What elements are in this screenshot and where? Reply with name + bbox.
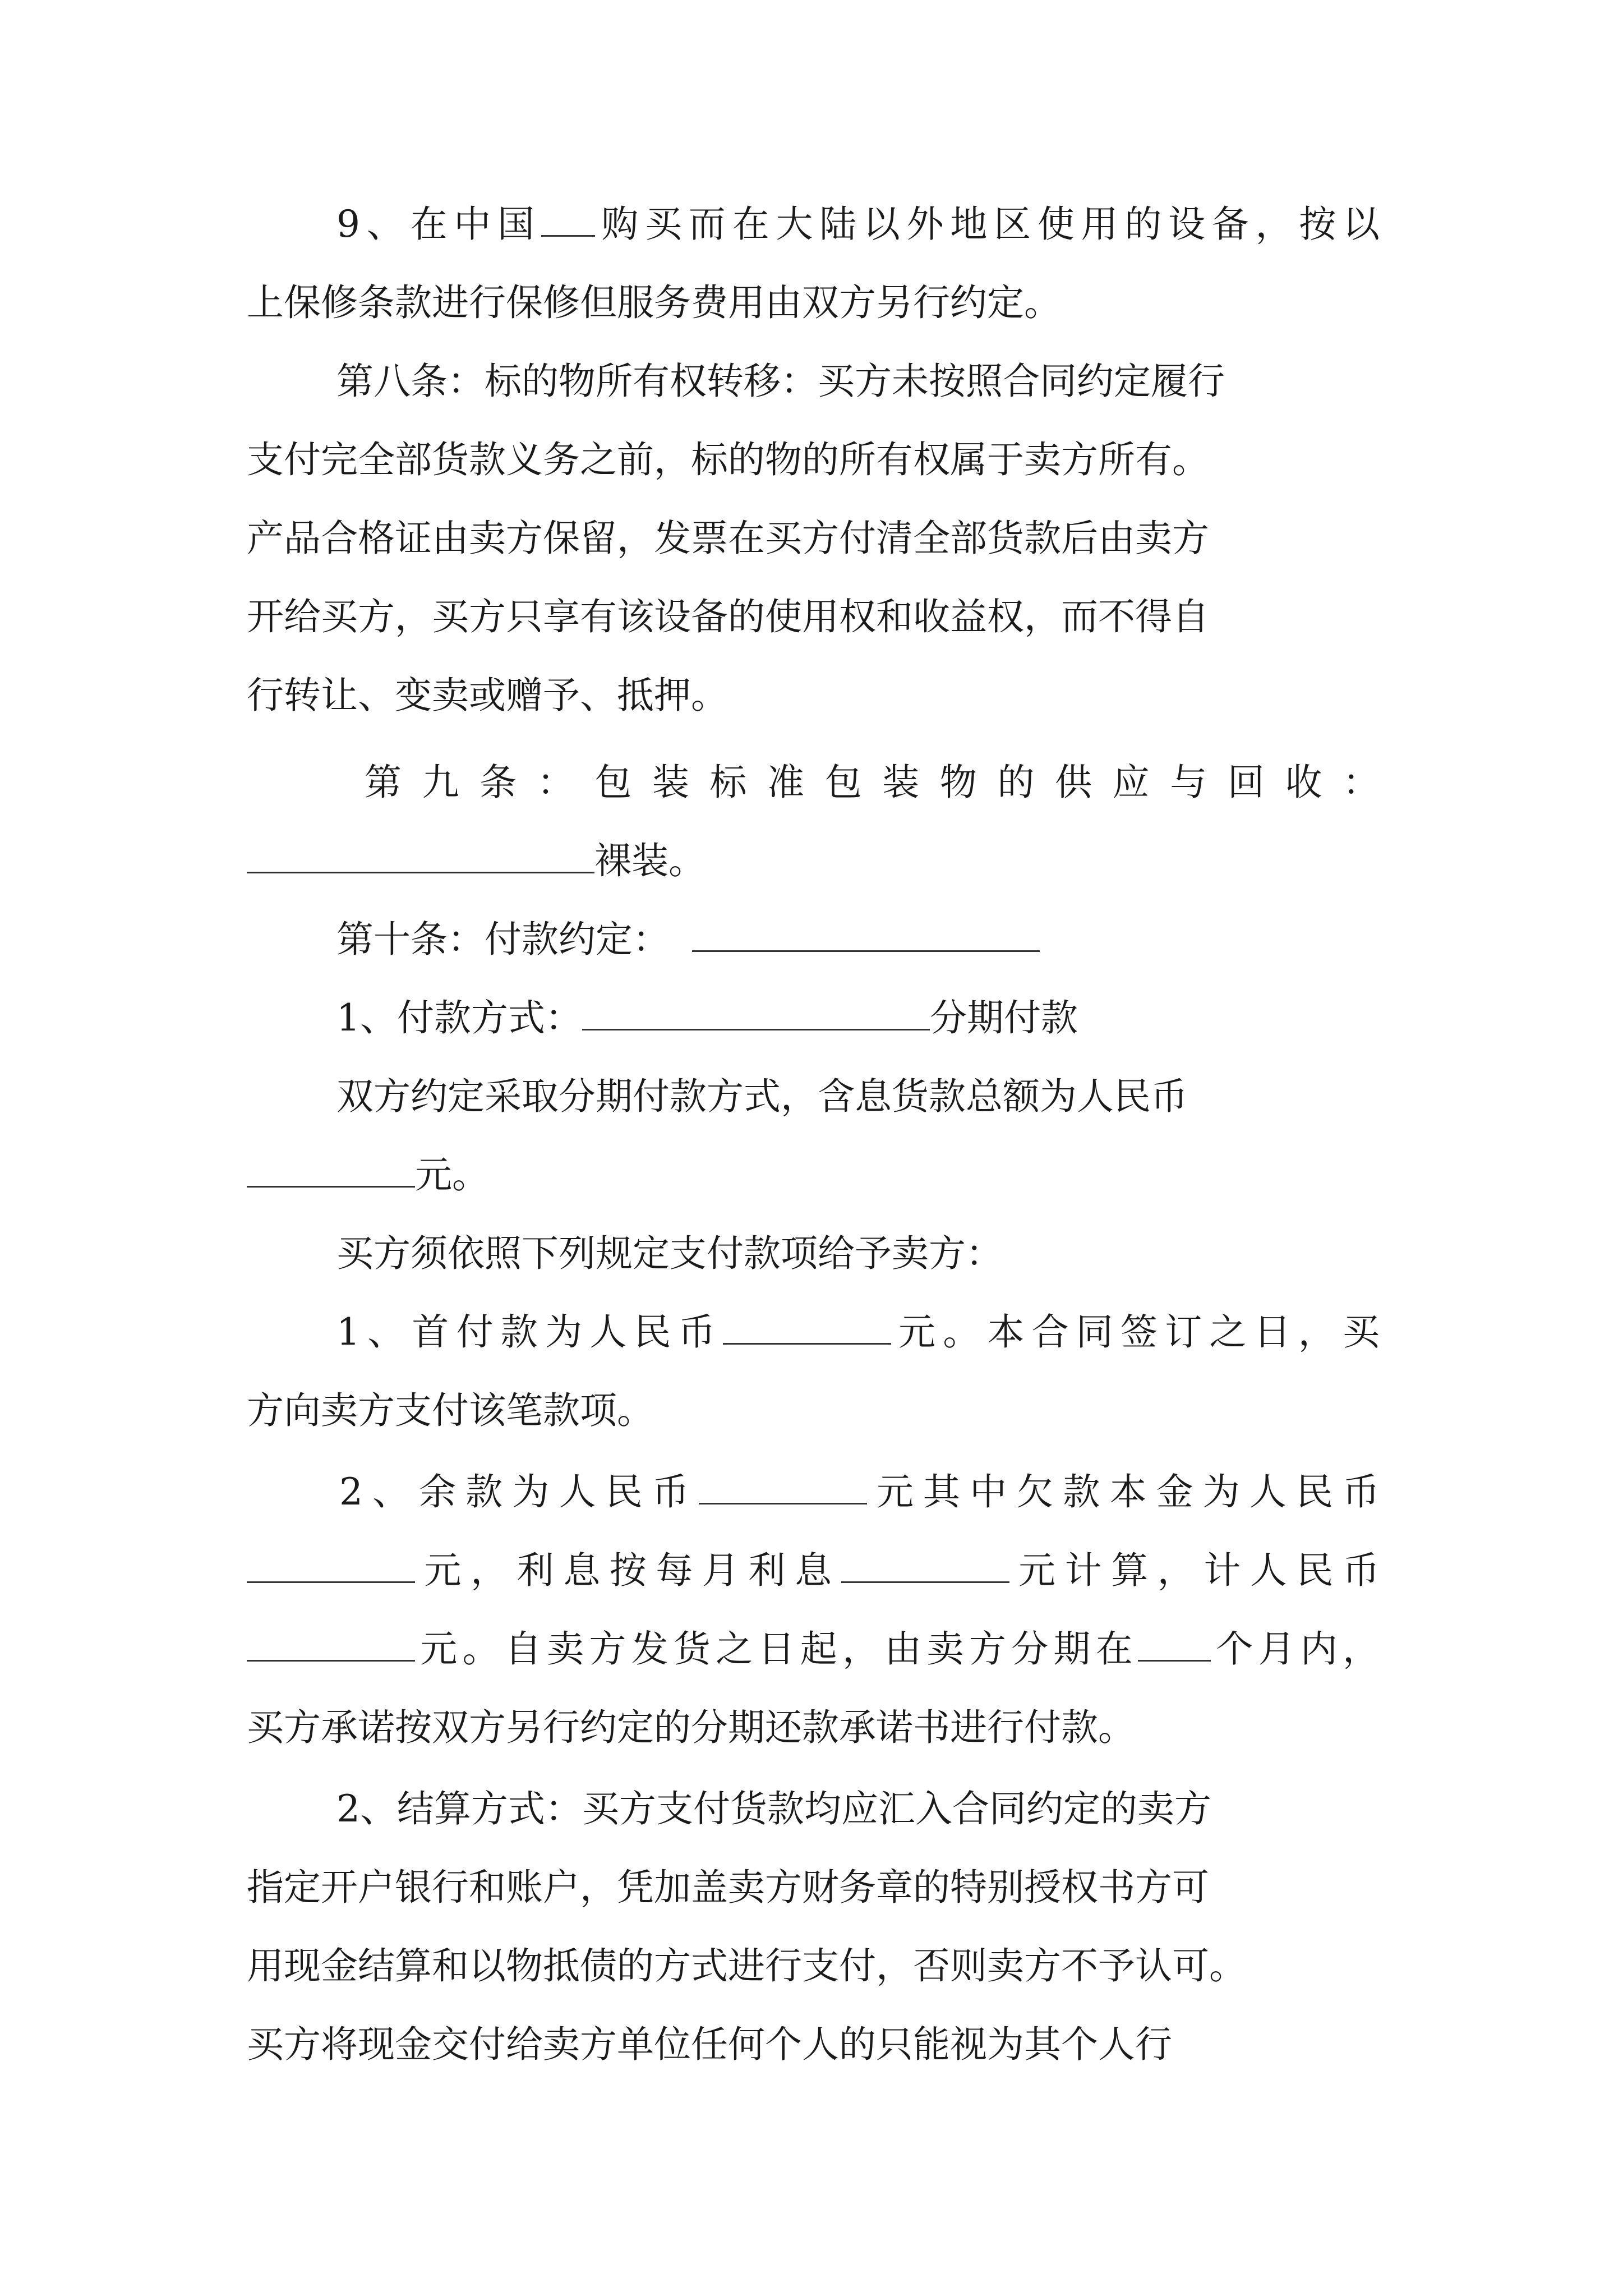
fill-blank (1138, 1627, 1211, 1662)
text-segment: 元。本合同签订之日，买 (891, 1310, 1380, 1354)
fill-blank (247, 1549, 415, 1583)
line-19 (247, 1616, 1380, 1683)
text-segment: 第八条：标的物所有权转移：买方未按照合同约定履行 (336, 360, 1225, 403)
line-3 (336, 348, 1225, 415)
text-segment: 9、在中国 (336, 203, 541, 246)
line-13 (247, 1142, 489, 1209)
text-segment: 元其中欠款本金为人民币 (866, 1470, 1380, 1513)
fill-blank (699, 1470, 867, 1504)
fill-blank (247, 839, 594, 873)
line-8 (365, 749, 1380, 816)
text-segment: 支付完全部货款义务之前，标的物的所有权属于卖方所有。 (247, 438, 1209, 481)
line-18 (247, 1537, 1380, 1604)
text-segment: 买方须依照下列规定支付款项给予卖方： (336, 1232, 1003, 1275)
fill-blank (723, 1310, 891, 1345)
line-23 (247, 1932, 1246, 2000)
line-17 (339, 1458, 1380, 1526)
line-15 (336, 1299, 1380, 1366)
line-24 (247, 2011, 1172, 2078)
line-20 (247, 1694, 1135, 1761)
line-14 (336, 1220, 1003, 1287)
text-segment: 元。 (415, 1153, 489, 1197)
line-12 (336, 1063, 1188, 1130)
line-11 (336, 984, 1078, 1052)
fill-blank (541, 203, 595, 237)
text-segment: 买方承诺按双方另行约定的分期还款承诺书进行付款。 (247, 1706, 1135, 1749)
line-21 (336, 1775, 1211, 1843)
line-16 (247, 1377, 654, 1444)
line-10 (336, 906, 1040, 973)
text-segment: 方向卖方支付该笔款项。 (247, 1389, 654, 1432)
text-segment: 购买而在大陆以外地区使用的设备，按以 (594, 203, 1380, 246)
text-segment: 2、结算方式：买方支付货款均应汇入合同约定的卖方 (336, 1787, 1211, 1830)
line-1 (336, 191, 1380, 258)
text-segment: 行转让、变卖或赠予、抵押。 (247, 674, 728, 717)
text-segment: 买方将现金交付给卖方单位任何个人的只能视为其个人行 (247, 2023, 1172, 2066)
text-segment: 上保修条款进行保修但服务费用由双方另行约定。 (247, 281, 1061, 324)
text-segment: 1、付款方式： (336, 996, 582, 1039)
line-9 (247, 827, 706, 895)
line-2 (247, 269, 1061, 337)
line-6 (247, 583, 1209, 651)
line-5 (247, 505, 1209, 572)
fill-blank (247, 1627, 415, 1662)
text-segment: 分期付款 (930, 996, 1078, 1039)
text-segment: 个月内， (1210, 1627, 1380, 1671)
line-7 (247, 662, 728, 729)
text-segment: 元，利息按每月利息 (415, 1549, 841, 1592)
text-segment: 1、首付款为人民币 (336, 1310, 723, 1354)
text-segment: 2、余款为人民币 (339, 1470, 699, 1513)
text-segment: 双方约定采取分期付款方式，含息货款总额为人民币 (336, 1075, 1188, 1118)
text-segment: 指定开户银行和账户，凭加盖卖方财务章的特别授权书方可 (247, 1866, 1209, 1909)
text-segment: 第九条：包装标准包装物的供应与回收： (365, 761, 1380, 804)
line-22 (247, 1854, 1209, 1921)
fill-blank (841, 1549, 1009, 1583)
fill-blank (247, 1153, 415, 1188)
text-segment: 裸装。 (594, 839, 706, 882)
fill-blank (692, 918, 1040, 952)
text-segment: 元。自卖方发货之日起，由卖方分期在 (415, 1627, 1138, 1671)
text-segment: 开给买方，买方只享有该设备的使用权和收益权，而不得自 (247, 595, 1209, 638)
text-segment: 产品合格证由卖方保留，发票在买方付清全部货款后由卖方 (247, 517, 1209, 560)
line-4 (247, 426, 1209, 494)
text-segment: 第十条：付款约定： (336, 918, 670, 961)
text-segment: 元计算，计人民币 (1009, 1549, 1380, 1592)
fill-blank (582, 996, 930, 1030)
text-segment: 用现金结算和以物抵债的方式进行支付，否则卖方不予认可。 (247, 1944, 1246, 1987)
